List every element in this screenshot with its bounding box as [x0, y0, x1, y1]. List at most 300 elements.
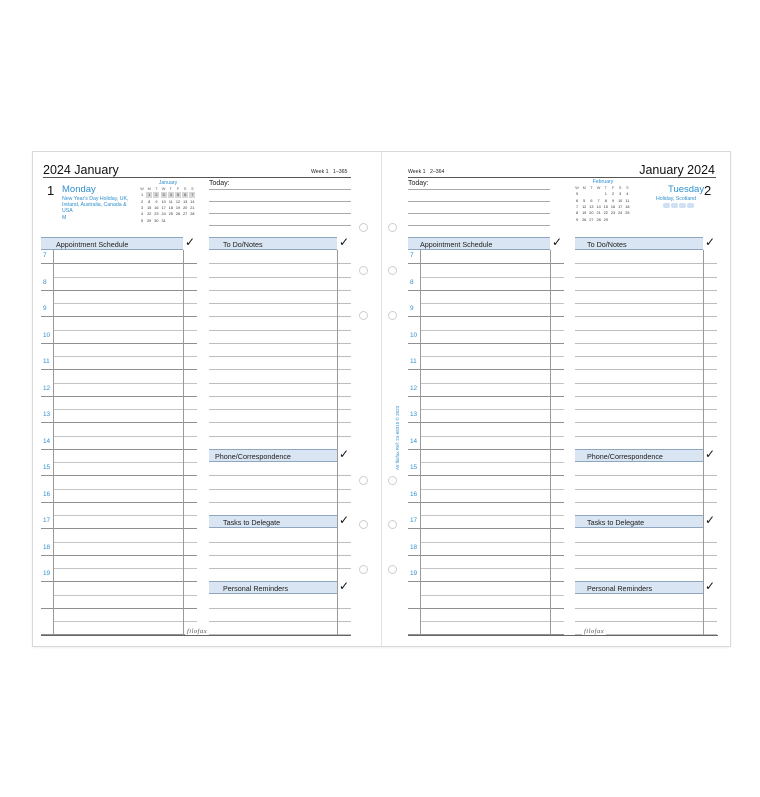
mini-calendar-day: 16	[610, 204, 616, 209]
notes-line	[209, 475, 351, 476]
right-personal-check-icon: ✓	[705, 579, 716, 593]
hour-label: 8	[410, 278, 414, 286]
notes-line	[575, 555, 717, 556]
mini-calendar-day: 6	[590, 198, 593, 203]
mini-calendar-day: 15	[147, 205, 152, 210]
hour-label: 17	[43, 517, 51, 524]
notes-line	[575, 502, 717, 503]
notes-line	[209, 422, 351, 423]
hour-label: 15	[410, 464, 418, 471]
mini-calendar-day	[596, 191, 602, 197]
schedule-line	[408, 290, 564, 291]
mini-calendar-day: 1	[148, 193, 151, 198]
schedule-line	[408, 263, 564, 264]
mini-calendar-day: 7	[597, 198, 600, 203]
right-page	[382, 152, 730, 646]
column-rule	[703, 250, 704, 635]
notes-line	[575, 330, 717, 331]
binding-imprint: A5 filofax Ref: 24-68315 © 2023	[395, 405, 400, 470]
mini-calendar-day: 5	[575, 192, 579, 197]
binder-hole	[359, 565, 368, 574]
schedule-line	[408, 449, 564, 450]
mini-calendar-day: 10	[618, 198, 623, 203]
mini-calendar-weekday: S	[626, 186, 629, 190]
mini-calendar-weekday: T	[169, 187, 172, 191]
schedule-line	[41, 343, 197, 344]
mini-calendar-day: 9	[155, 199, 158, 204]
tasks-label: Tasks to Delegate	[223, 518, 281, 527]
binder-hole	[359, 266, 368, 275]
appointment-check-icon: ✓	[185, 235, 196, 249]
schedule-line	[420, 436, 564, 437]
hour-label: 11	[43, 358, 50, 365]
mini-calendar-weekday: M	[147, 187, 151, 191]
mini-calendar-day: 18	[625, 204, 630, 209]
binder-hole	[388, 223, 397, 232]
hour-label: 14	[43, 437, 51, 445]
mini-calendar-day: 21	[190, 205, 195, 210]
mini-calendar-day: 26	[582, 217, 587, 222]
notes-line	[575, 383, 717, 384]
right-holiday-marker	[679, 203, 686, 208]
today-line	[408, 225, 550, 226]
mini-calendar-weekday: T	[604, 186, 607, 190]
hour-label: 18	[410, 543, 418, 551]
mini-calendar-day: 20	[183, 205, 188, 210]
notes-line	[209, 356, 351, 357]
mini-calendar-weekday: W	[140, 187, 144, 191]
schedule-line	[53, 621, 197, 622]
mini-calendar-day	[189, 218, 195, 224]
hour-label: 17	[410, 517, 418, 524]
mini-calendar-day: 12	[582, 204, 587, 209]
mini-calendar-weekday: S	[618, 186, 622, 190]
appointment-schedule-header	[41, 237, 183, 250]
notes-line	[575, 356, 717, 357]
hour-label: 14	[410, 437, 418, 445]
notes-line	[575, 303, 717, 304]
mini-calendar-day: 23	[610, 211, 616, 216]
schedule-line	[53, 330, 197, 331]
mini-calendar-day: 26	[175, 212, 181, 217]
mini-calendar-day: 16	[154, 205, 159, 210]
mini-calendar-day: 10	[161, 199, 166, 204]
column-rule	[420, 250, 421, 635]
today-line	[209, 201, 351, 202]
mini-calendar-day: 29	[603, 217, 608, 222]
mini-calendar-day: 22	[603, 211, 608, 216]
schedule-line	[420, 595, 564, 596]
notes-line	[575, 277, 717, 278]
today-line	[209, 213, 351, 214]
hour-label: 13	[43, 411, 51, 418]
notes-line	[209, 343, 351, 344]
mini-calendar-day: 15	[603, 204, 608, 209]
schedule-line	[420, 330, 564, 331]
notes-line	[575, 542, 717, 543]
mini-calendar-day: 23	[154, 212, 159, 217]
schedule-line	[408, 608, 564, 609]
notes-line	[209, 330, 351, 331]
notes-line	[209, 436, 351, 437]
binder-hole	[388, 565, 397, 574]
mini-calendar-day	[588, 191, 594, 197]
schedule-line	[41, 290, 197, 291]
left-mini-calendar-title: January	[158, 180, 178, 186]
schedule-line	[53, 409, 197, 410]
hour-label: 12	[410, 384, 418, 392]
schedule-line	[420, 568, 564, 569]
binder-hole	[359, 311, 368, 320]
today-line	[408, 189, 550, 190]
schedule-line	[420, 303, 564, 304]
schedule-line	[420, 462, 564, 463]
today-line	[209, 225, 351, 226]
phone-check-icon: ✓	[339, 447, 350, 461]
notes-line	[575, 409, 717, 410]
notes-line	[575, 396, 717, 397]
mini-calendar-day: 21	[596, 211, 601, 216]
schedule-line	[53, 542, 197, 543]
schedule-line	[53, 436, 197, 437]
mini-calendar-day: 30	[154, 218, 159, 223]
left-week-label: Week 1	[311, 169, 329, 175]
schedule-line	[53, 568, 197, 569]
notes-line	[209, 383, 351, 384]
right-appointment-check-icon: ✓	[552, 235, 563, 249]
notes-line	[575, 608, 717, 609]
right-day-of-year: 2–364	[430, 169, 445, 175]
column-rule	[53, 250, 54, 635]
column-rule	[337, 250, 338, 635]
right-brand-logo: filofax	[584, 628, 605, 635]
hour-label: 10	[43, 331, 51, 339]
right-todo-header	[575, 237, 703, 250]
binder-hole	[388, 266, 397, 275]
right-title-rule	[408, 177, 716, 178]
notes-line	[575, 290, 717, 291]
mini-calendar-day: 5	[583, 198, 586, 203]
mini-calendar-day: 2	[155, 193, 158, 198]
mini-calendar-weekday: F	[611, 186, 615, 190]
mini-calendar-day: 25	[625, 211, 630, 216]
notes-line	[575, 343, 717, 344]
schedule-line	[420, 621, 564, 622]
mini-calendar-day	[610, 217, 616, 223]
schedule-line	[420, 489, 564, 490]
hour-label: 16	[410, 490, 418, 498]
mini-calendar-day: 17	[618, 204, 623, 209]
schedule-line	[420, 515, 564, 516]
right-holiday-marker	[671, 203, 678, 208]
left-page	[33, 152, 381, 646]
mini-calendar-day: 7	[575, 204, 579, 209]
mini-calendar-weekday: S	[183, 187, 187, 191]
mini-calendar-day: 2	[140, 199, 144, 204]
appointment-schedule-label: Appointment Schedule	[56, 240, 129, 249]
mini-calendar-day: 20	[589, 211, 594, 216]
notes-line	[209, 542, 351, 543]
notes-line	[575, 316, 717, 317]
mini-calendar-day: 4	[626, 192, 629, 197]
notes-line	[209, 303, 351, 304]
schedule-line	[41, 449, 197, 450]
schedule-line	[41, 422, 197, 423]
right-appointment-header	[408, 237, 550, 250]
mini-calendar-day: 11	[625, 198, 630, 203]
mini-calendar-day: 24	[618, 211, 623, 216]
mini-calendar-day: 8	[148, 199, 151, 204]
schedule-line	[408, 422, 564, 423]
schedule-line	[41, 581, 197, 582]
notes-line	[575, 568, 717, 569]
schedule-line	[408, 581, 564, 582]
tasks-header	[209, 515, 337, 528]
hour-label: 7	[43, 252, 47, 259]
notes-line	[209, 290, 351, 291]
right-holiday-marker	[687, 203, 694, 208]
binder-hole	[359, 520, 368, 529]
notes-line	[209, 568, 351, 569]
right-day-number: 2	[704, 183, 712, 198]
binder-hole	[359, 476, 368, 485]
personal-label: Personal Reminders	[223, 584, 289, 593]
phone-label: Phone/Correspondence	[215, 452, 291, 461]
schedule-line	[408, 369, 564, 370]
mini-calendar-day: 19	[175, 205, 181, 210]
column-rule	[550, 250, 551, 635]
mini-calendar-day: 24	[161, 212, 166, 217]
right-tasks-header	[575, 515, 703, 528]
mini-calendar-day: 3	[162, 193, 165, 198]
mini-calendar-day	[624, 217, 630, 223]
hour-label: 13	[410, 411, 418, 418]
right-todo-check-icon: ✓	[705, 235, 716, 249]
mini-calendar-weekday: W	[161, 187, 166, 191]
mini-calendar-day	[182, 218, 188, 224]
mini-calendar-day: 7	[191, 193, 194, 198]
left-day-name: Monday	[62, 184, 96, 195]
mini-calendar-day: 8	[575, 211, 579, 216]
schedule-line	[420, 356, 564, 357]
notes-line	[209, 608, 351, 609]
notes-line	[209, 489, 351, 490]
mini-calendar-day	[168, 218, 174, 224]
schedule-line	[41, 475, 197, 476]
schedule-line	[408, 475, 564, 476]
hour-label: 11	[410, 358, 417, 365]
left-title-rule	[43, 177, 351, 178]
hour-label: 12	[43, 384, 51, 392]
right-personal-label: Personal Reminders	[587, 584, 653, 593]
diary-spread	[33, 152, 730, 646]
binder-hole	[388, 476, 397, 485]
mini-calendar-day: 27	[183, 212, 188, 217]
left-day-of-year: 1–365	[333, 169, 348, 175]
mini-calendar-day: 4	[169, 193, 172, 198]
notes-line	[209, 263, 351, 264]
schedule-line	[41, 528, 197, 529]
mini-calendar-day: 5	[140, 218, 144, 223]
right-tasks-check-icon: ✓	[705, 513, 716, 527]
mini-calendar-day	[175, 218, 181, 224]
mini-calendar-weekday: W	[596, 186, 601, 190]
today-line	[209, 189, 351, 190]
hour-label: 15	[43, 464, 51, 471]
left-holidays: New Year's Day Holiday, UK, Ireland, Australia, Canada & USA	[62, 196, 129, 215]
right-mini-calendar-title: February	[592, 179, 614, 185]
mini-calendar-day: 12	[175, 199, 181, 204]
schedule-line	[41, 608, 197, 609]
schedule-line	[420, 277, 564, 278]
hour-label: 9	[410, 305, 414, 312]
right-holidays: Holiday, Scotland	[656, 196, 696, 202]
mini-calendar-day: 1	[604, 192, 607, 197]
schedule-line	[41, 263, 197, 264]
right-appointment-label: Appointment Schedule	[420, 240, 493, 249]
mini-calendar-day: 31	[161, 218, 166, 223]
mini-calendar-day: 28	[596, 217, 601, 222]
mini-calendar-weekday: S	[191, 187, 194, 191]
notes-line	[575, 621, 717, 622]
left-extra-holiday: M	[62, 215, 67, 221]
schedule-line	[41, 369, 197, 370]
mini-calendar-day: 14	[190, 199, 195, 204]
todo-check-icon: ✓	[339, 235, 350, 249]
right-todo-label: To Do/Notes	[587, 240, 627, 249]
schedule-line	[53, 383, 197, 384]
schedule-line	[53, 489, 197, 490]
right-day-name: Tuesday	[668, 184, 705, 195]
right-tasks-label: Tasks to Delegate	[587, 518, 645, 527]
notes-line	[575, 369, 717, 370]
mini-calendar-day: 18	[168, 205, 173, 210]
notes-line	[209, 502, 351, 503]
notes-line	[209, 277, 351, 278]
schedule-line	[420, 409, 564, 410]
schedule-line	[53, 303, 197, 304]
notes-line	[575, 475, 717, 476]
notes-line	[575, 489, 717, 490]
schedule-line	[408, 316, 564, 317]
notes-line	[575, 263, 717, 264]
mini-calendar-day: 25	[168, 212, 173, 217]
column-rule	[183, 250, 184, 635]
left-day-number: 1	[47, 183, 55, 198]
mini-calendar-day: 19	[582, 211, 587, 216]
hour-label: 16	[43, 490, 51, 498]
schedule-line	[408, 528, 564, 529]
schedule-line	[41, 502, 197, 503]
hour-label: 19	[43, 570, 51, 577]
mini-calendar-day: 28	[190, 212, 195, 217]
schedule-line	[408, 502, 564, 503]
schedule-line	[41, 555, 197, 556]
personal-check-icon: ✓	[339, 579, 350, 593]
mini-calendar-day: 22	[147, 212, 152, 217]
left-month-title: 2024 January	[43, 163, 119, 177]
right-month-title: January 2024	[639, 163, 715, 177]
mini-calendar-day: 11	[168, 199, 173, 204]
right-phone-check-icon: ✓	[705, 447, 716, 461]
mini-calendar-day	[617, 217, 623, 223]
mini-calendar-day: 6	[575, 198, 579, 203]
notes-line	[209, 409, 351, 410]
mini-calendar-day: 5	[176, 193, 180, 198]
personal-header	[209, 581, 337, 594]
right-phone-label: Phone/Correspondence	[587, 452, 663, 461]
mini-calendar-day: 8	[604, 198, 607, 203]
mini-calendar-day: 29	[147, 218, 152, 223]
mini-calendar-weekday: W	[575, 186, 579, 190]
schedule-line	[41, 396, 197, 397]
hour-label: 10	[410, 331, 418, 339]
binder-hole	[388, 311, 397, 320]
left-bottom-rule	[41, 635, 351, 636]
left-today-label: Today:	[209, 180, 230, 187]
schedule-line	[420, 383, 564, 384]
hour-label: 8	[43, 278, 47, 286]
schedule-line	[408, 555, 564, 556]
todo-header	[209, 237, 337, 250]
mini-calendar-weekday: T	[590, 186, 593, 190]
todo-label: To Do/Notes	[223, 240, 263, 249]
notes-line	[575, 436, 717, 437]
notes-line	[575, 422, 717, 423]
schedule-line	[420, 542, 564, 543]
mini-calendar-day: 27	[589, 217, 594, 222]
mini-calendar-day: 1	[140, 193, 144, 198]
schedule-line	[53, 595, 197, 596]
mini-calendar-weekday: T	[155, 187, 158, 191]
schedule-line	[408, 396, 564, 397]
schedule-line	[53, 515, 197, 516]
hour-label: 19	[410, 570, 418, 577]
right-today-label: Today:	[408, 180, 429, 187]
notes-line	[209, 396, 351, 397]
mini-calendar-weekday: M	[582, 186, 586, 190]
binder-hole	[388, 520, 397, 529]
schedule-line	[53, 462, 197, 463]
hour-label: 18	[43, 543, 51, 551]
mini-calendar-day: 13	[589, 204, 594, 209]
mini-calendar-day: 13	[183, 199, 188, 204]
schedule-line	[408, 343, 564, 344]
mini-calendar-day: 9	[611, 198, 615, 203]
mini-calendar-day	[581, 191, 587, 197]
today-line	[408, 201, 550, 202]
mini-calendar-day: 17	[161, 205, 166, 210]
mini-calendar-day: 6	[184, 193, 187, 198]
right-week-label: Week 1	[408, 169, 426, 175]
right-personal-header	[575, 581, 703, 594]
mini-calendar-day: 3	[140, 205, 144, 210]
mini-calendar-day: 14	[596, 204, 601, 209]
right-phone-header	[575, 449, 703, 462]
mini-calendar-day: 3	[619, 192, 622, 197]
schedule-line	[53, 277, 197, 278]
mini-calendar-day: 4	[140, 212, 144, 217]
left-brand-logo: filofax	[187, 628, 208, 635]
notes-line	[209, 316, 351, 317]
schedule-line	[41, 316, 197, 317]
binder-hole	[359, 223, 368, 232]
schedule-line	[53, 356, 197, 357]
right-bottom-rule	[408, 635, 718, 636]
tasks-check-icon: ✓	[339, 513, 350, 527]
notes-line	[209, 555, 351, 556]
hour-label: 7	[410, 252, 414, 259]
